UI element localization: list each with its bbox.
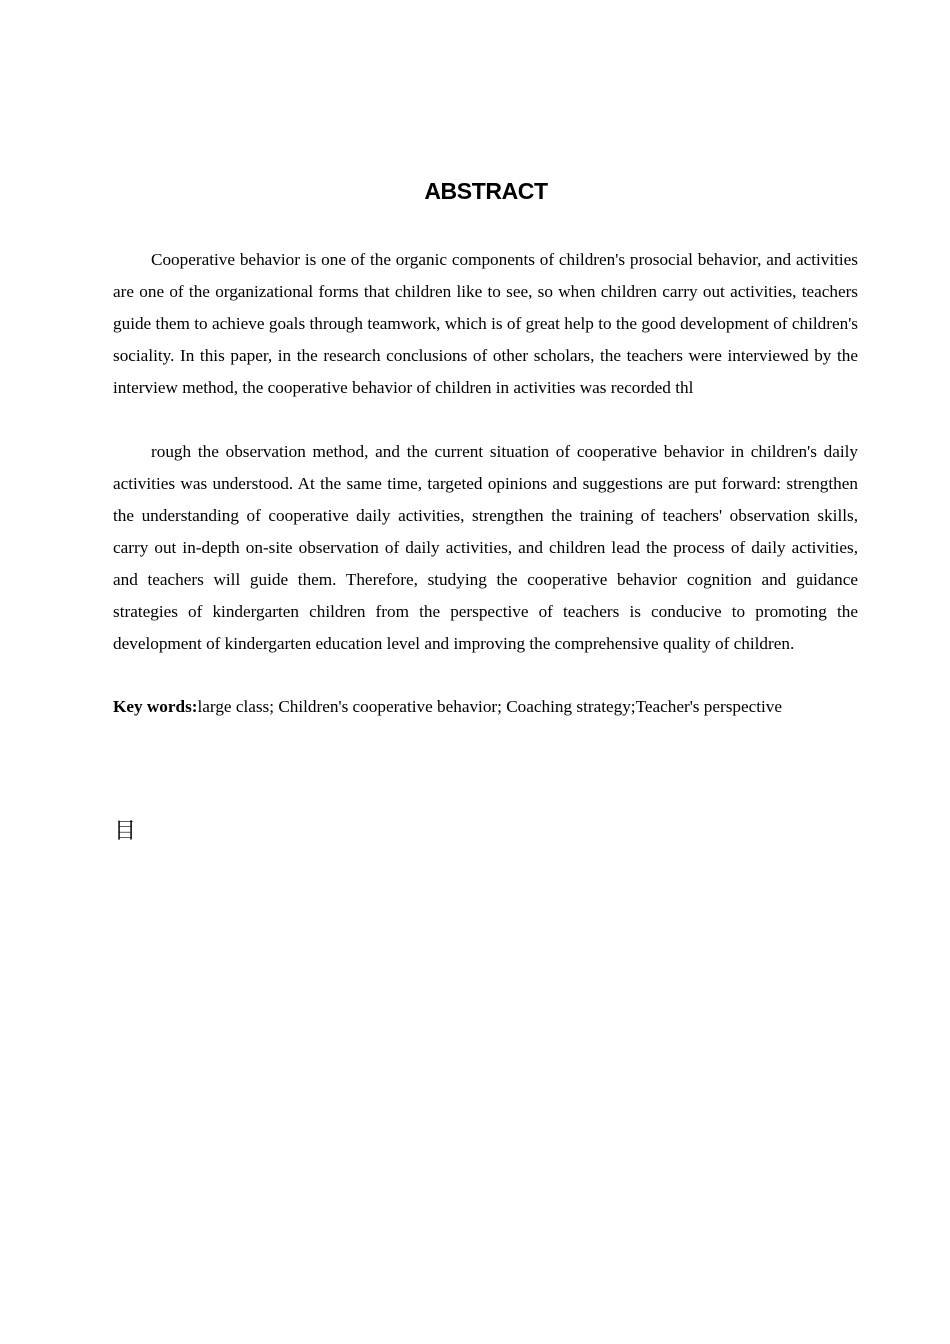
toc-heading-char: 目 (114, 819, 137, 844)
abstract-paragraph-1: Cooperative behavior is one of the organic components of children's prosocial behavior, and activities are one of the organizational forms that children like to see, so when children carry out activities, teachers guide them to achieve goals through teamwork, which is of great help to the good development of children's sociality. In this paper, in the research conclusions of other scholars, the teachers were interviewed by the interview method, the cooperative behavior of children in activities was recorded thl (113, 250, 858, 397)
abstract-title: ABSTRACT (424, 178, 548, 204)
abstract-paragraph-2: rough the observation method, and the current situation of cooperative behavior in children's daily activities was understood. At the same time, targeted opinions and suggestions are put forward: strengthen the understanding of cooperative daily activities, strengthen the training of teachers' observation skills, carry out in-depth on-site observation of daily activities, and children lead the process of daily activities, and teachers will guide them. Therefore, studying the cooperative behavior cognition and guidance strategies of kindergarten children from the perspective of teachers is conducive to promoting the development of kindergarten education level and improving the comprehensive quality of children. (113, 442, 858, 653)
keywords-text: large class; Children's cooperative behavior; Coaching strategy;Teacher's perspective (197, 697, 783, 716)
keywords-line (113, 691, 858, 723)
keywords-label: Key words: (113, 697, 198, 716)
